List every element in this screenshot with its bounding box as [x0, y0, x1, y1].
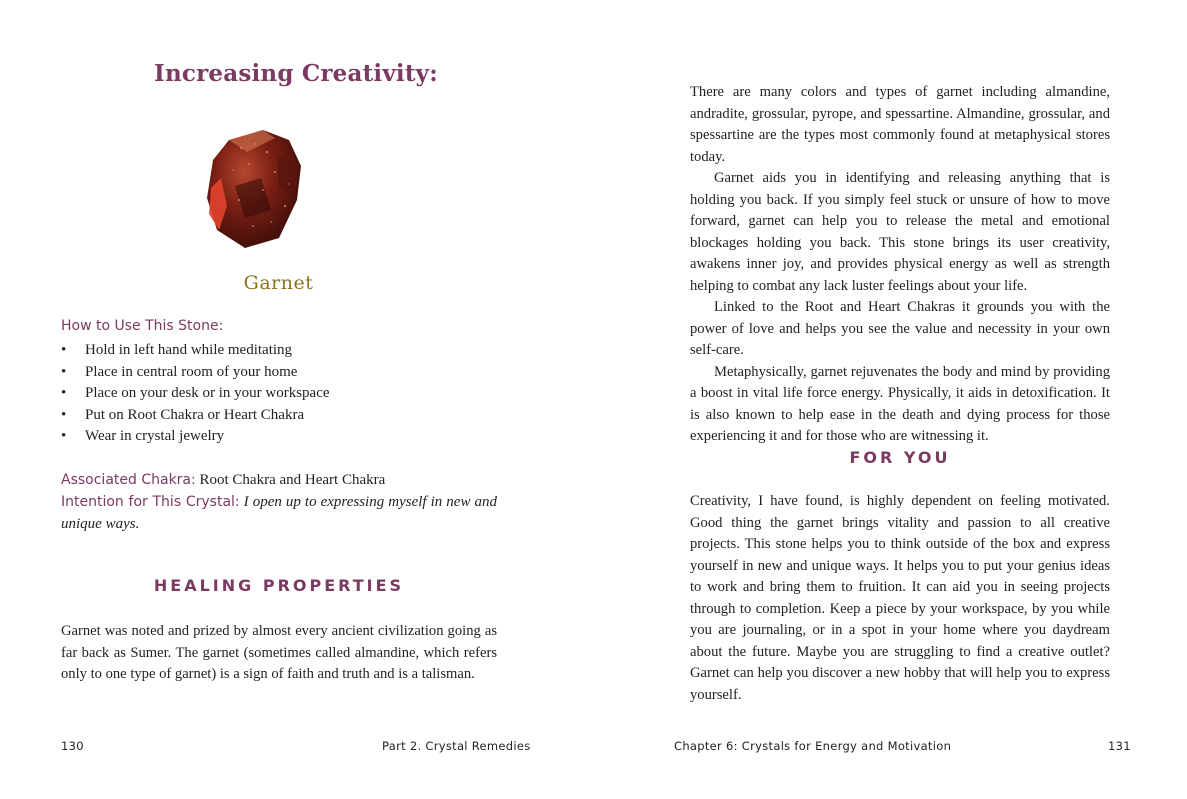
garnet-stone-image	[205, 126, 305, 254]
uses-list	[61, 340, 330, 448]
page-title: Increasing Creativity:	[154, 60, 438, 87]
stone-name: Garnet	[243, 272, 314, 294]
list-item: • Put on Root Chakra or Heart Chakra	[61, 405, 330, 427]
paragraph: There are many colors and types of garnet including almandine, andradite, grossular, pyrope, and spessartine. Almandine, grossular, and spessartine are the types most commonly found at metaphysical stores today.	[690, 84, 1110, 165]
paragraph: Linked to the Root and Heart Chakras it grounds you with the power of love and helps you see the value and necessity in your own self-care.	[690, 299, 1110, 358]
running-footer-part: Part 2. Crystal Remedies	[382, 739, 531, 753]
paragraph: Garnet aids you in identifying and releasing anything that is holding you back. If you simply feel stuck or unsure of how to move forward, garnet can help you to release the metal and emotional blockages holding you back. This stone brings its user creativity, awakens inner joy, and provides physical energy as well as strength helping to combat any lack luster feelings about your life.	[690, 170, 1110, 294]
list-item: • Place in central room of your home	[61, 362, 330, 384]
list-item: • Wear in crystal jewelry	[61, 426, 330, 448]
intention	[61, 491, 497, 535]
intention-label: Intention for This Crystal:	[61, 494, 240, 510]
for-you-text: Creativity, I have found, is highly dependent on feeling motivated. Good thing the garnet brings vitality and passion to all creative projects. This stone helps you to think outside of the box and express yourself in new and unique ways. It helps you to put your genius ideas to work and bring them to fruition. It can aid you in seeing projects through to completion. Keep a piece by your workspace, by you while you are journaling, or in a spot in your home where you daydream about the future. Maybe you are struggling to find a creative outlet? Garnet can help you discover a new hobby that will help you to express yourself.	[690, 493, 1110, 703]
right-page	[594, 0, 1187, 799]
paragraph: Metaphysically, garnet rejuvenates the body and mind by providing a boost in vital life force energy. Physically, it aids in detoxification. It is also known to help ease in the death and dying process for those experiencing it and for those who are witnessing it.	[690, 363, 1110, 444]
how-to-use-heading: How to Use This Stone:	[61, 318, 224, 334]
healing-properties-heading: HEALING PROPERTIES	[153, 576, 405, 595]
intention-value: I open up to expressing myself in new and unique ways.	[61, 494, 497, 532]
running-footer-chapter: Chapter 6: Crystals for Energy and Motivation	[674, 739, 952, 753]
page-number-left: 130	[61, 739, 84, 753]
associated-chakra-value: Root Chakra and Heart Chakra	[199, 472, 386, 488]
for-you-heading: FOR YOU	[849, 448, 951, 467]
associated-chakra-label: Associated Chakra:	[61, 472, 196, 488]
page-number-right: 131	[1108, 739, 1131, 753]
associated-chakra	[61, 469, 385, 491]
healing-properties-text: Garnet was noted and prized by almost every ancient civilization going as far back as Sumer. The garnet (sometimes called almandine, which refers only to one type of garnet) is a sign of faith and truth and is a talisman.	[61, 623, 497, 682]
list-item: • Place on your desk or in your workspace	[61, 383, 330, 405]
garnet-description	[690, 82, 1110, 448]
list-item: • Hold in left hand while meditating	[61, 340, 330, 362]
